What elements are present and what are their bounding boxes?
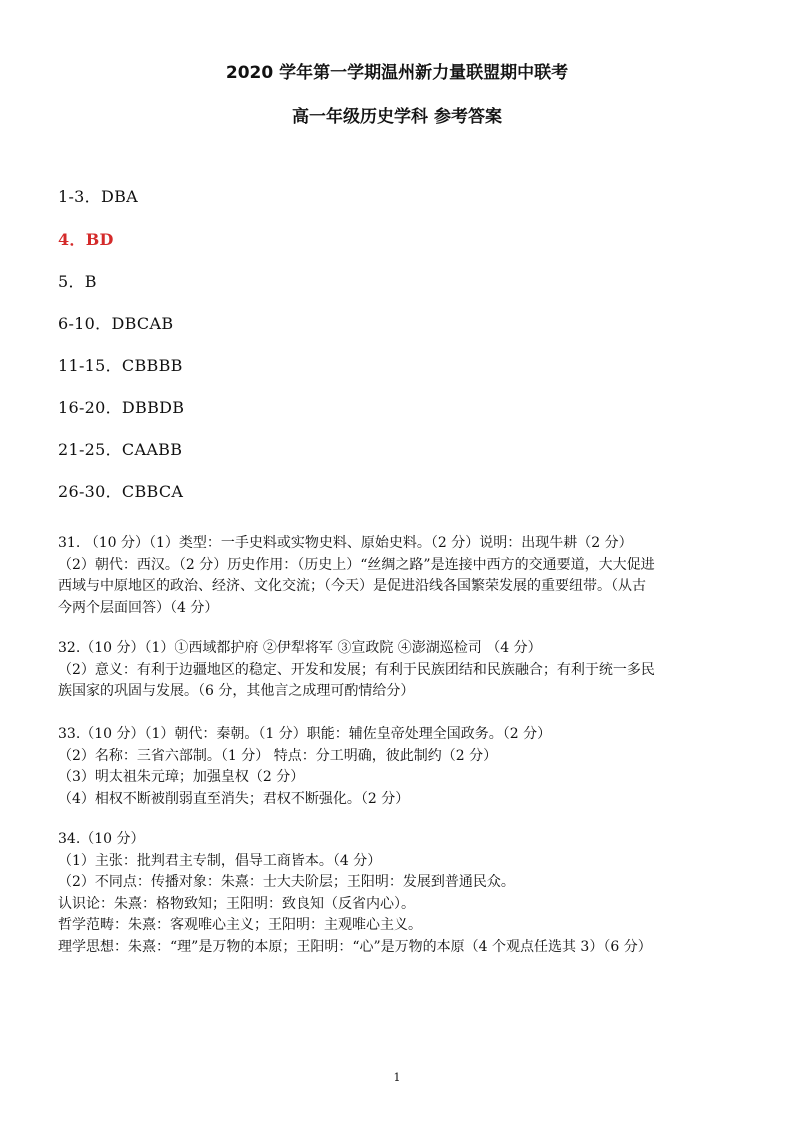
text-line: （2）不同点：传播对象：朱熹：士大夫阶层；王阳明：发展到普通民众。 [58, 874, 515, 890]
answer-5: 5．B [58, 272, 97, 291]
answer-4: 4．BD [58, 230, 114, 249]
question-31-answer [58, 533, 748, 619]
text-line: （4）相权不断被削弱直至消失；君权不断强化。（2 分） [58, 790, 410, 807]
text-line: 哲学范畴：朱熹：客观唯心主义；王阳明：主观唯心主义。 [58, 917, 422, 933]
answer-21-25: 21-25．CAABB [58, 440, 183, 459]
document-title: 2020 学年第一学期温州新力量联盟期中联考 [225, 63, 569, 83]
text-line: 32.（10 分）（1）①西域都护府 ②伊犁将军 ③宣政院 ④澎湖巡检司 （4 分） [58, 640, 542, 656]
text-line: 今两个层面回答）（4 分） [58, 599, 219, 616]
page-number: 1 [393, 1071, 401, 1084]
question-32-answer [58, 638, 748, 703]
text-line: （1）主张：批判君主专制，倡导工商皆本。（4 分） [58, 852, 382, 869]
text-line: （2）朝代：西汉。（2 分）历史作用：（历史上）“丝绸之路”是连接中西方的交通要道，大大促进 [58, 556, 655, 573]
text-line: （2）名称：三省六部制。（1 分） 特点：分工明确，彼此制约（2 分） [58, 747, 498, 764]
answer-11-15: 11-15．CBBBB [58, 356, 183, 375]
text-line: 33.（10 分）（1）朝代：秦朝。（1 分）职能：辅佐皇帝处理全国政务。（2 分） [58, 726, 552, 742]
document-subtitle: 高一年级历史学科 参考答案 [292, 107, 502, 127]
question-33-answer [58, 724, 748, 810]
text-line: 34.（10 分） [58, 831, 145, 847]
text-line: 理学思想：朱熹：“理”是万物的本原；王阳明：“心”是万物的本原（4 个观点任选其 3）（6 分） [58, 938, 652, 955]
text-line: 西域与中原地区的政治、经济、文化交流；（今天）是促进沿线各国繁荣发展的重要纽带。（从古 [58, 578, 646, 594]
answer-16-20: 16-20．DBBDB [58, 398, 185, 417]
text-line: （2）意义：有利于边疆地区的稳定、开发和发展；有利于民族团结和民族融合；有利于统一多民 [58, 661, 655, 678]
text-line: （3）明太祖朱元璋；加强皇权（2 分） [58, 769, 305, 785]
question-34-answer [58, 829, 748, 958]
text-line: 认识论：朱熹：格物致知；王阳明：致良知（反省内心）。 [58, 895, 415, 912]
answer-6-10: 6-10．DBCAB [58, 314, 174, 333]
text-line: 31. （10 分）（1）类型：一手史料或实物史料、原始史料。（2 分）说明：出现牛耕（2 分） [58, 535, 633, 551]
answer-1-3: 1-3．DBA [58, 187, 139, 206]
text-line: 族国家的巩固与发展。（6 分，其他言之成理可酌情给分） [58, 683, 415, 699]
answer-26-30: 26-30．CBBCA [58, 482, 184, 501]
